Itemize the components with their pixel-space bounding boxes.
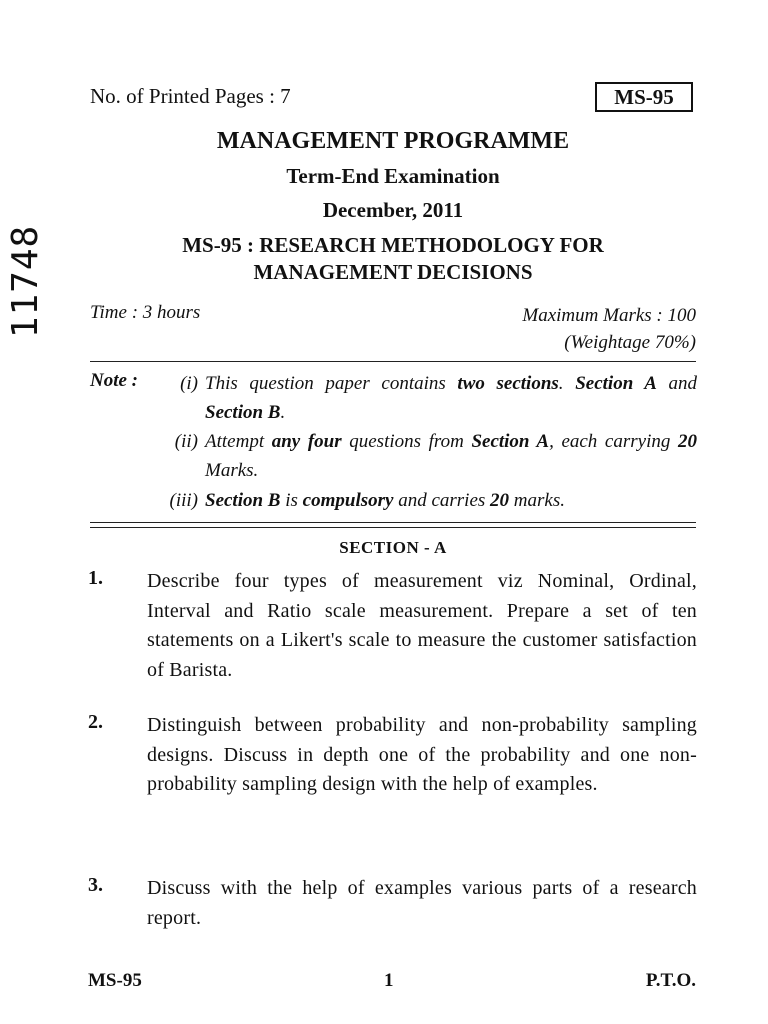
side-serial-number: 11748 [5, 224, 47, 338]
divider [90, 361, 696, 362]
question-text: Describe four types of measurement viz Nominal, Ordinal, Interval and Ratio scale measurement. Prepare a set of ten statements on a Likert's scale to measure the customer satisfaction of Barista. [147, 570, 697, 681]
weightage: (Weightage 70%) [564, 332, 696, 353]
question-number: 1. [88, 567, 103, 589]
maximum-marks: Maximum Marks : 100 [522, 305, 696, 326]
note-item-number: (ii) [174, 431, 198, 452]
exam-title: Term-End Examination [286, 164, 500, 188]
course-title-line-2: MANAGEMENT DECISIONS [253, 260, 533, 284]
divider [90, 527, 696, 528]
page-number: 1 [384, 970, 394, 991]
divider [90, 522, 696, 523]
note-item-text: This question paper contains two sections. Section A and Section B. [205, 373, 698, 423]
note-label: Note : [90, 370, 139, 391]
course-code-box: MS-95 [595, 82, 693, 112]
note-item-number: (iii) [169, 490, 198, 511]
exam-time: Time : 3 hours [90, 302, 201, 323]
please-turn-over: P.T.O. [645, 970, 696, 991]
note-item-text: Attempt any four questions from Section A, each carrying 20 Marks. [205, 431, 697, 481]
exam-date: December, 2011 [322, 198, 464, 222]
question-text: Discuss with the help of examples various parts of a research report. [147, 877, 697, 929]
question-number: 2. [88, 711, 103, 733]
section-heading: SECTION - A [339, 538, 447, 557]
programme-title: MANAGEMENT PROGRAMME [216, 128, 570, 154]
course-title [90, 232, 696, 286]
question-text: Distinguish between probability and non-probability sampling designs. Discuss in depth one of the probability and one non-probability sampling design with the help of examples. [147, 714, 697, 795]
note-item-number: (i) [180, 373, 198, 394]
printed-pages: No. of Printed Pages : 7 [90, 84, 291, 108]
question-number: 3. [88, 874, 103, 896]
marks-block [522, 302, 696, 356]
footer-course-code: MS-95 [88, 970, 142, 991]
course-title-line-1: MS-95 : RESEARCH METHODOLOGY FOR [182, 233, 604, 257]
note-item-text: Section B is compulsory and carries 20 marks. [205, 490, 565, 511]
